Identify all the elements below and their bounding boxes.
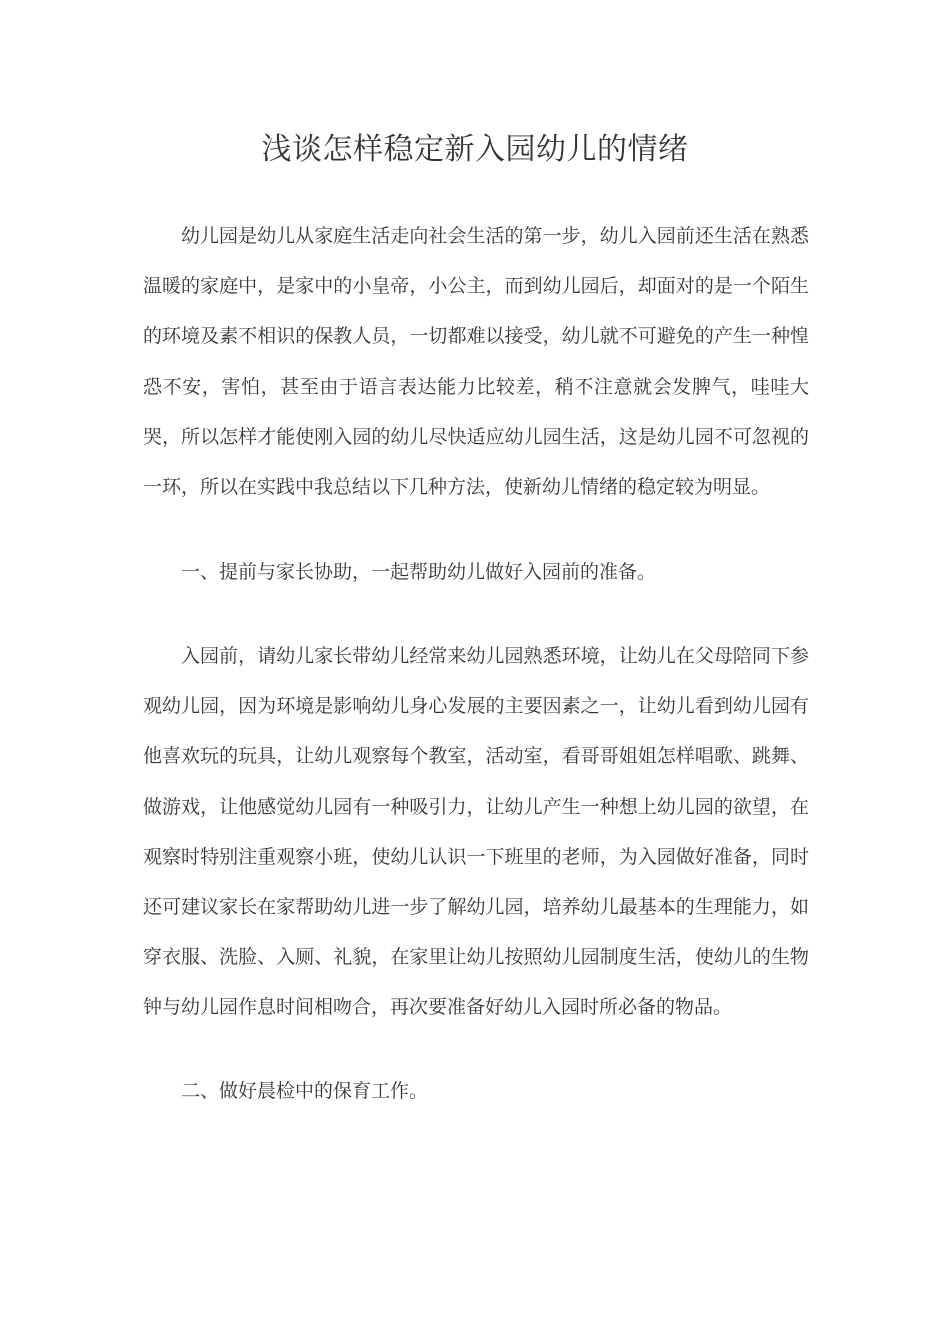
intro-paragraph: 幼儿园是幼儿从家庭生活走向社会生活的第一步，幼儿入园前还生活在熟悉温暖的家庭中，是家中的小皇帝，小公主，而到幼儿园后，却面对的是一个陌生的环境及素不相识的保教人员，一切都难以接受，幼儿就不可避免的产生一种惶恐不安，害怕，甚至由于语言表达能力比较差，稍不注意就会发脾气，哇哇大哭，所以怎样才能使刚入园的幼儿尽快适应幼儿园生活，这是幼儿园不可忽视的一环，所以在实践中我总结以下几种方法，使新幼儿情绪的稳定较为明显。 [143, 225, 809, 499]
section-heading-2: 二、做好晨检中的保育工作。 [181, 1080, 429, 1102]
section-heading-1: 一、提前与家长协助，一起帮助幼儿做好入园前的准备。 [181, 561, 657, 583]
section-1-paragraph: 入园前，请幼儿家长带幼儿经常来幼儿园熟悉环境，让幼儿在父母陪同下参观幼儿园，因为环境是影响幼儿身心发展的主要因素之一，让幼儿看到幼儿园有他喜欢玩的玩具，让幼儿观察每个教室，活动室，看哥哥姐姐怎样唱歌、跳舞、做游戏，让他感觉幼儿园有一种吸引力，让幼儿产生一种想上幼儿园的欲望，在观察时特别注重观察小班，使幼儿认识一下班里的老师，为入园做好准备，同时还可建议家长在家帮助幼儿进一步了解幼儿园，培养幼儿最基本的生理能力，如穿衣服、洗脸、入厕、礼貌，在家里让幼儿按照幼儿园制度生活，使幼儿的生物钟与幼儿园作息时间相吻合，再次要准备好幼儿入园时所必备的物品。 [143, 645, 809, 1019]
document-title: 浅谈怎样稳定新入园幼儿的情绪 [261, 132, 689, 167]
